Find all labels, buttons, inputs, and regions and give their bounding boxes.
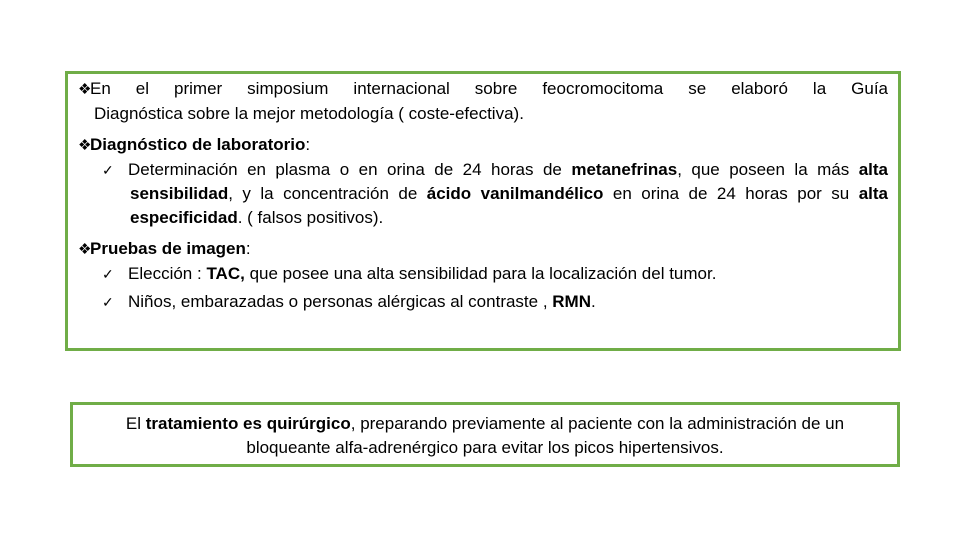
imaging-item-2: ✓ Niños, embarazadas o personas alérgicas al contraste , RMN.: [78, 290, 888, 314]
lab-item: ✓ Determinación en plasma o en orina de 24 horas de metanefrinas, que poseen la más alta sensibilidad, y la concentración de ácido vanilmandélico en orina de 24 horas por su alta especificidad. ( falsos positivos).: [102, 160, 888, 227]
check-bullet-icon: ✓: [102, 294, 114, 310]
treatment-text: El tratamiento es quirúrgico, preparando previamente al paciente con la administración de un bloqueante alfa-adrenérgico para evitar los picos hipertensivos.: [125, 414, 845, 457]
intro-line-1: ❖En el primer simposium internacional sobre feocromocitoma se elaboró la Guía: [78, 77, 888, 102]
intro-line-2: Diagnóstica sobre la mejor metodología ( coste-efectiva).: [94, 104, 524, 123]
check-bullet-icon: ✓: [102, 162, 114, 178]
imaging-item-1: ✓ Elección : TAC, que posee una alta sensibilidad para la localización del tumor.: [78, 262, 888, 286]
lab-heading: ❖Diagnóstico de laboratorio:: [78, 133, 888, 158]
diamond-bullet-icon: ❖: [78, 81, 92, 98]
diamond-bullet-icon: ❖: [78, 241, 92, 258]
diamond-bullet-icon: ❖: [78, 137, 92, 154]
info-box-diagnosis: [65, 71, 901, 351]
check-bullet-icon: ✓: [102, 266, 114, 282]
treatment-box: [70, 402, 900, 467]
imaging-heading: ❖Pruebas de imagen:: [78, 237, 888, 262]
